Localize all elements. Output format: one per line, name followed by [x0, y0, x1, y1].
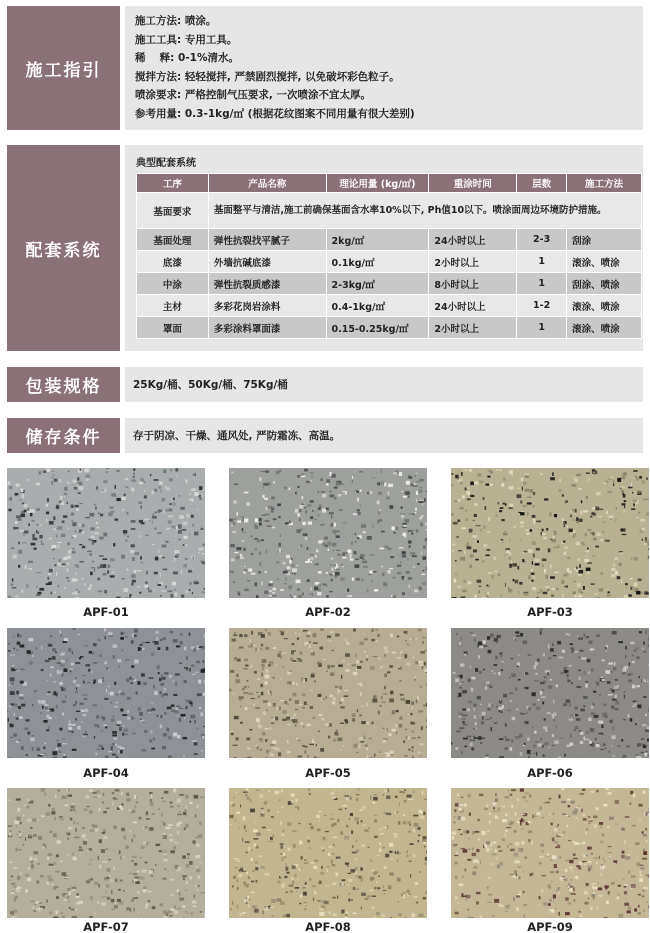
table-row [137, 273, 642, 295]
cell-usage: 0.1kg/㎡ [326, 251, 429, 273]
cell-recoat: 24小时以上 [429, 295, 517, 317]
cell-step: 罩面 [137, 317, 209, 339]
system-content [125, 145, 643, 351]
table-row [137, 317, 642, 339]
storage-section [7, 418, 643, 453]
sample-caption: APF-07 [83, 920, 129, 933]
cell-layers: 1-2 [517, 295, 567, 317]
header-usage: 理论用量 (kg/㎡) [326, 174, 429, 193]
table-title: 典型配套系统 [136, 158, 196, 169]
sample-swatch-3 [451, 468, 649, 598]
sample-caption: APF-03 [527, 605, 573, 619]
system-table [136, 173, 642, 339]
construction-content [125, 6, 643, 130]
sample-caption: APF-02 [305, 605, 351, 619]
mixing-line: 搅拌方法: 轻轻搅拌, 严禁剧烈搅拌, 以免破坏彩色粒子。 [135, 70, 400, 83]
sample-caption: APF-05 [305, 766, 351, 780]
cell-usage: 0.15-0.25kg/㎡ [326, 317, 429, 339]
storage-label: 储存条件 [7, 418, 120, 453]
method-line: 施工方法: 喷涂。 [135, 15, 217, 27]
construction-section [7, 6, 643, 130]
table-row [137, 251, 642, 273]
cell-step: 基面要求 [137, 193, 209, 229]
header-product: 产品名称 [208, 174, 326, 193]
cell-product: 弹性抗裂质感漆 [208, 273, 326, 295]
sample-swatch-5 [229, 628, 427, 758]
system-section [7, 145, 643, 351]
sample-swatch-6 [451, 628, 649, 758]
cell-step: 基面处理 [137, 229, 209, 251]
packaging-section [7, 367, 643, 402]
packaging-content [125, 367, 643, 402]
tool-line: 施工工具: 专用工具。 [135, 33, 238, 46]
cell-product: 外墙抗碱底漆 [208, 251, 326, 273]
packaging-label: 包装规格 [7, 367, 120, 402]
cell-layers: 1 [517, 317, 567, 339]
cell-recoat: 8小时以上 [429, 273, 517, 295]
cell-layers: 1 [517, 273, 567, 295]
sample-caption: APF-06 [527, 766, 573, 780]
header-method: 施工方法 [567, 174, 642, 193]
construction-label: 施工指引 [7, 6, 120, 130]
cell-recoat: 2小时以上 [429, 251, 517, 273]
sample-swatch-2 [229, 468, 427, 598]
table-row [137, 229, 642, 251]
cell-usage: 2kg/㎡ [326, 229, 429, 251]
header-recoat: 重涂时间 [429, 174, 517, 193]
usage-line: 参考用量: 0.3-1kg/㎡ (根据花纹图案不同用量有很大差别) [135, 107, 415, 120]
storage-content [125, 418, 643, 453]
cell-usage: 2-3kg/㎡ [326, 273, 429, 295]
cell-recoat: 24小时以上 [429, 229, 517, 251]
cell-product: 弹性抗裂找平腻子 [208, 229, 326, 251]
cell-base-text: 基面整平与清洁,施工前确保基面含水率10%以下, Ph值10以下。喷涂面周边环境防护措施。 [208, 193, 641, 229]
cell-recoat: 2小时以上 [429, 317, 517, 339]
table-row [137, 295, 642, 317]
sample-swatch-9 [451, 788, 649, 918]
cell-step: 中涂 [137, 273, 209, 295]
header-layers: 层数 [517, 174, 567, 193]
header-step: 工序 [137, 174, 209, 193]
sample-swatch-8 [229, 788, 427, 918]
storage-text: 存于阴凉、干燥、通风处, 严防霜冻、高温。 [133, 430, 341, 442]
sample-caption: APF-04 [83, 766, 129, 780]
sample-caption: APF-08 [305, 920, 351, 933]
cell-method: 刮涂、喷涂 [567, 273, 642, 295]
packaging-text: 25Kg/桶、50Kg/桶、75Kg/桶 [133, 379, 288, 391]
cell-method: 滚涂、喷涂 [567, 317, 642, 339]
cell-layers: 1 [517, 251, 567, 273]
cell-product: 多彩花岗岩涂料 [208, 295, 326, 317]
cell-product: 多彩涂料罩面漆 [208, 317, 326, 339]
dilution-line: 稀 释: 0-1%清水。 [135, 52, 239, 64]
sample-swatch-1 [7, 468, 205, 598]
sample-caption: APF-09 [527, 920, 573, 933]
cell-step: 底漆 [137, 251, 209, 273]
sample-swatch-4 [7, 628, 205, 758]
cell-method: 滚涂、喷涂 [567, 251, 642, 273]
table-row [137, 193, 642, 229]
cell-usage: 0.4-1kg/㎡ [326, 295, 429, 317]
cell-layers: 2-3 [517, 229, 567, 251]
cell-method: 刮涂 [567, 229, 642, 251]
sample-swatch-7 [7, 788, 205, 918]
sample-caption: APF-01 [83, 605, 129, 619]
cell-method: 滚涂、喷涂 [567, 295, 642, 317]
table-header-row [137, 174, 642, 193]
cell-step: 主材 [137, 295, 209, 317]
system-label: 配套系统 [7, 145, 120, 351]
spray-line: 喷涂要求: 严格控制气压要求, 一次喷涂不宜太厚。 [135, 89, 371, 101]
